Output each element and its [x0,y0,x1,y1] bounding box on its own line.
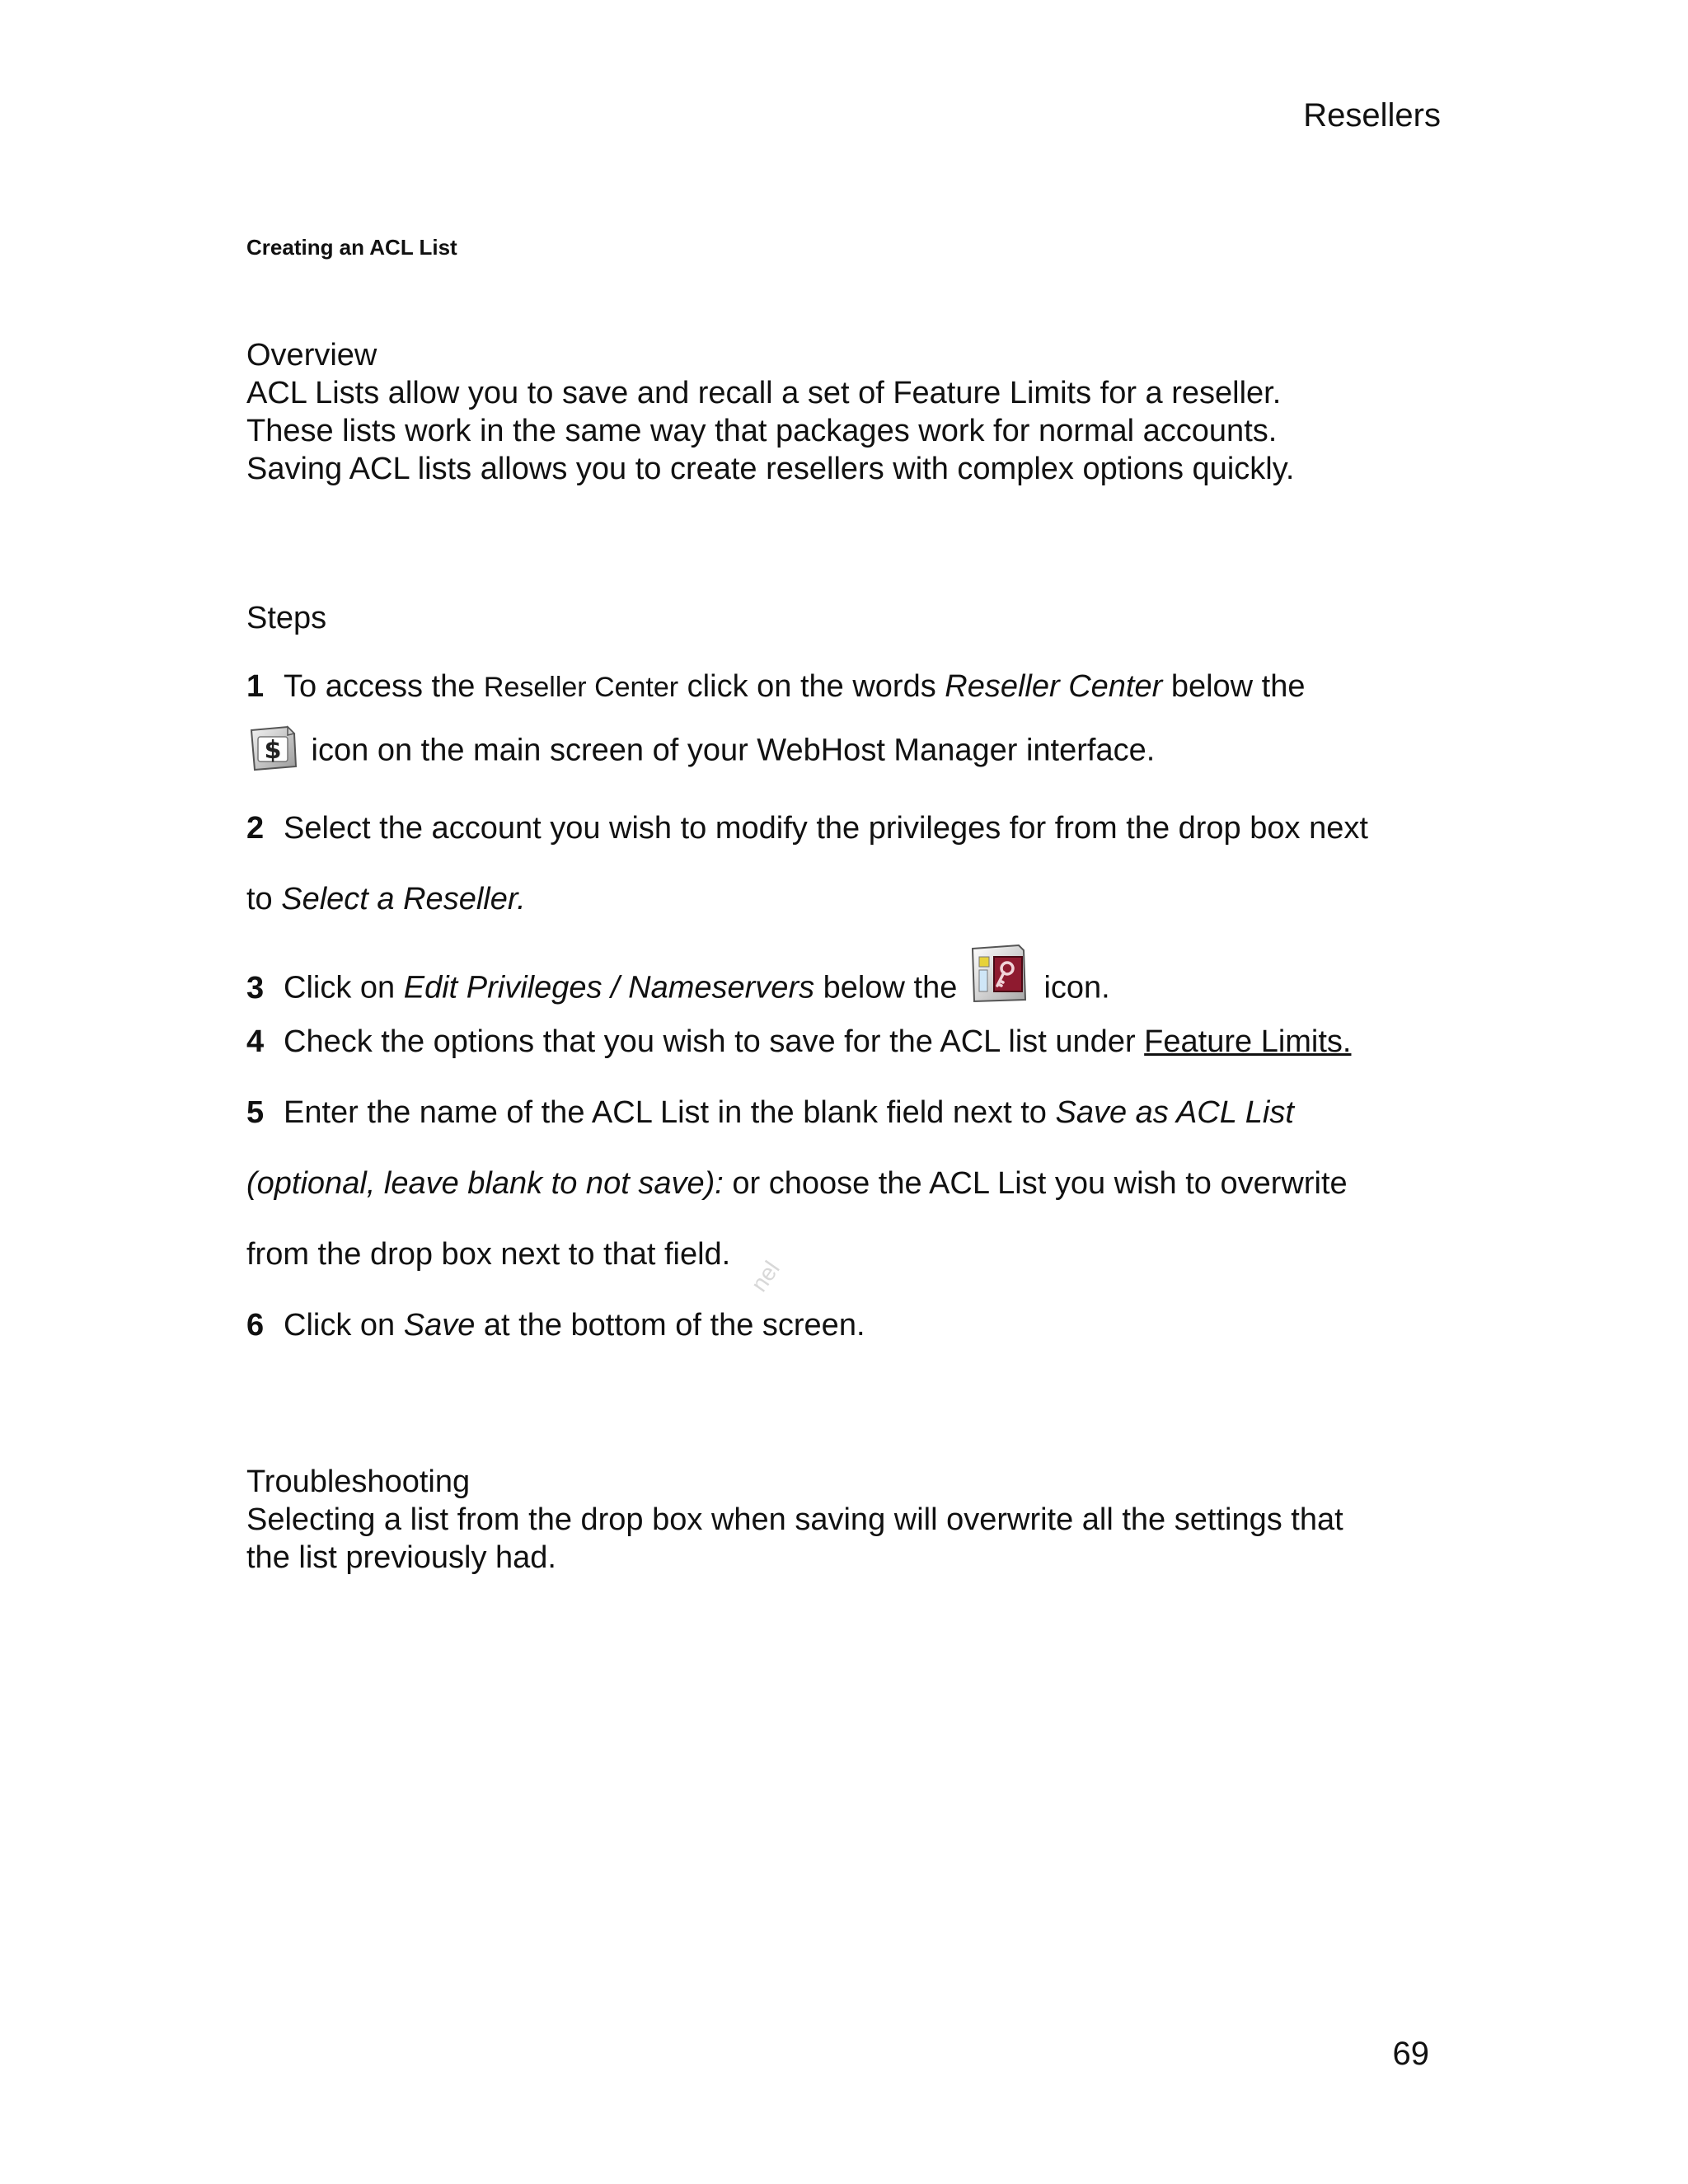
step-text: Click on [284,970,404,1005]
step-5-continued [246,1165,1348,1202]
step-number: 5 [246,1095,265,1130]
step-number: 4 [246,1024,265,1059]
step-6 [246,1306,865,1344]
step-text: below the [814,970,966,1005]
step-3 [246,952,1110,1027]
overview-line: ACL Lists allow you to save and recall a set of Feature Limits for a reseller. [246,376,1282,410]
page-number: 69 [1392,2036,1429,2072]
step-number: 2 [246,811,265,846]
step-2 [246,809,1368,847]
select-reseller-text: Select a Reseller. [281,882,526,916]
watermark: nel [746,1256,785,1296]
save-as-acl-list-text: Save as ACL List [1055,1095,1294,1130]
step-text: to [246,882,282,916]
save-text: Save [403,1308,476,1343]
optional-text: (optional, leave blank to not save): [246,1166,724,1201]
svg-text:$: $ [264,736,282,765]
step-number: 6 [246,1308,265,1343]
step-text: at the bottom of the screen. [475,1308,865,1343]
step-text: Select the account you wish to modify the privileges for from the drop box next [284,811,1368,846]
step-1 [246,668,1306,706]
step-text: from the drop box next to that field. [246,1237,731,1272]
step-text: icon. [1034,970,1110,1005]
step-text: below the [1162,669,1306,704]
troubleshooting-heading: Troubleshooting [246,1465,471,1499]
overview-line: These lists work in the same way that packages work for normal accounts. [246,414,1278,448]
troubleshooting-line: Selecting a list from the drop box when saving will overwrite all the settings that [246,1502,1343,1537]
troubleshooting-line: the list previously had. [246,1540,556,1575]
step-5 [246,1094,1294,1132]
step-5-continued [246,1235,730,1273]
running-header: Resellers [1303,97,1441,134]
overview-section [246,336,1442,488]
steps-heading: Steps [246,601,327,635]
dollar-icon [246,722,302,782]
section-title: Creating an ACL List [246,235,457,260]
step-text: or choose the ACL List you wish to overwrite [723,1166,1348,1201]
step-2-continued [246,880,526,918]
step-text: To access the [284,669,484,704]
step-text: Click on [284,1308,404,1343]
edit-privileges-text: Edit Privileges / Nameservers [403,970,815,1005]
troubleshooting-section [246,1463,1442,1577]
step-1-continued [246,722,1155,782]
step-number: 1 [246,669,265,704]
overview-heading: Overview [246,338,377,373]
feature-limits-text: Feature Limits. [1144,1024,1352,1059]
reseller-center-link-text: Reseller Center [945,669,1163,704]
step-text: click on the words [678,669,945,704]
step-text: Enter the name of the ACL List in the blank field next to [284,1095,1056,1130]
step-number: 3 [246,970,265,1005]
overview-line: Saving ACL lists allows you to create resellers with complex options quickly. [246,452,1295,486]
key-document-icon [966,940,1035,1015]
step-4 [246,1023,1351,1061]
step-text: icon on the main screen of your WebHost Manager interface. [302,733,1156,768]
reseller-center-label: Reseller Center [483,672,679,703]
step-text: Check the options that you wish to save for the ACL list under [284,1024,1145,1059]
